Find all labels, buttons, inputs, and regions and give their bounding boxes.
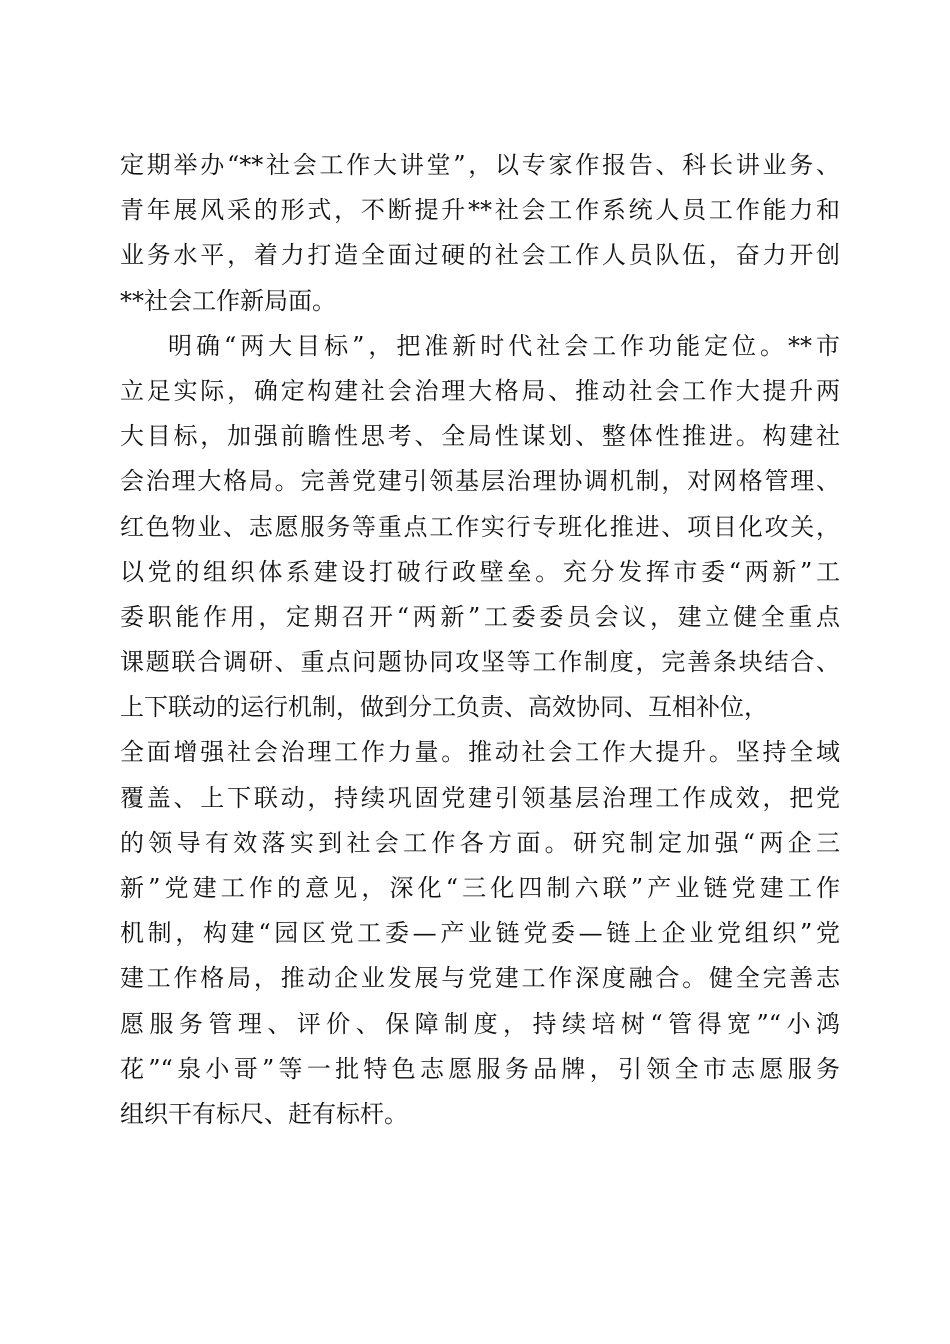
text-line: **社会工作新局面。 <box>120 286 336 315</box>
text-line: 以党的组织体系建设打破行政壁垒。充分发挥市委“两新”工 <box>120 557 840 586</box>
text-line: 青年展风采的形式，不断提升**社会工作系统人员工作能力和 <box>120 196 840 225</box>
text-line: 愿服务管理、评价、保障制度，持续培树“管得宽”“小鸿 <box>120 1009 840 1038</box>
text-line: 业务水平，着力打造全面过硬的社会工作人员队伍，奋力开创 <box>120 241 840 270</box>
text-line: 红色物业、志愿服务等重点工作实行专班化推进、项目化攻关， <box>120 512 840 541</box>
text-line: 组织干有标尺、赶有标杆。 <box>120 1099 408 1128</box>
text-line: 上下联动的运行机制，做到分工负责、高效协同、互相补位， <box>120 693 768 722</box>
text-line: 委职能作用，定期召开“两新”工委委员会议，建立健全重点 <box>120 602 840 631</box>
text-line: 花”“泉小哥”等一批特色志愿服务品牌，引领全市志愿服务 <box>120 1054 840 1083</box>
text-line: 的领导有效落实到社会工作各方面。研究制定加强“两企三 <box>120 828 840 857</box>
text-line: 立足实际，确定构建社会治理大格局、推动社会工作大提升两 <box>120 376 840 405</box>
text-line: 全面增强社会治理工作力量。推动社会工作大提升。坚持全域 <box>120 738 840 767</box>
paragraph-heading-line: 明确“两大目标”，把准新时代社会工作功能定位。**市 <box>168 331 840 360</box>
text-line: 建工作格局，推动企业发展与党建工作深度融合。健全完善志 <box>120 964 840 993</box>
text-line: 新”党建工作的意见，深化“三化四制六联”产业链党建工作 <box>120 874 840 902</box>
text-line: 大目标，加强前瞻性思考、全局性谋划、整体性推进。构建社 <box>120 422 840 451</box>
text-line: 会治理大格局。完善党建引领基层治理协调机制，对网格管理、 <box>120 467 840 496</box>
body-text <box>120 143 840 1137</box>
text-line: 覆盖、上下联动，持续巩固党建引领基层治理工作成效，把党 <box>120 783 840 812</box>
text-line: 机制，构建“园区党工委—产业链党委—链上企业党组织”党 <box>120 919 840 948</box>
text-line: 定期举办“**社会工作大讲堂”，以专家作报告、科长讲业务、 <box>120 151 840 179</box>
text-line: 课题联合调研、重点问题协同攻坚等工作制度，完善条块结合、 <box>120 648 840 677</box>
